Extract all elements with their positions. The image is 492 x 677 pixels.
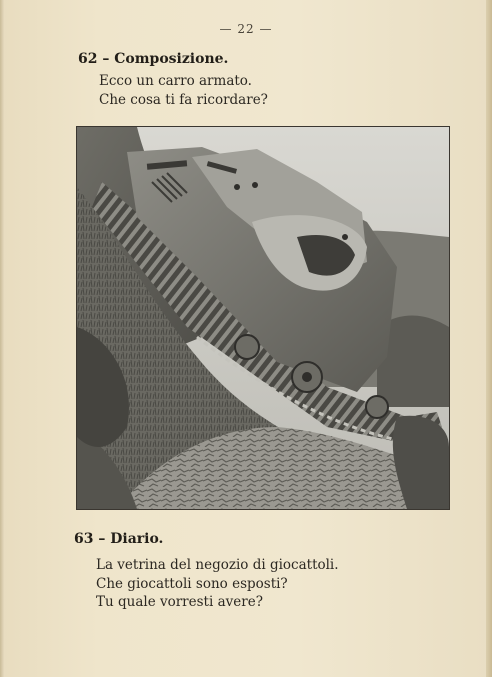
page-left-edge xyxy=(0,0,4,677)
section-63-line-2: Che giocattoli sono esposti? xyxy=(96,576,288,592)
section-62-line-2: Che cosa ti fa ricordare? xyxy=(99,92,268,108)
page-number: — 22 — xyxy=(219,22,273,36)
section-63-line-3: Tu quale vorresti avere? xyxy=(96,594,263,610)
tank-photo xyxy=(76,126,450,510)
page-right-edge xyxy=(486,0,492,677)
section-62-heading: 62 – Composizione. xyxy=(78,51,229,67)
section-62-line-1: Ecco un carro armato. xyxy=(99,73,252,89)
section-63-heading: 63 – Diario. xyxy=(74,531,164,547)
section-63-line-1: La vetrina del negozio di giocattoli. xyxy=(96,557,339,573)
